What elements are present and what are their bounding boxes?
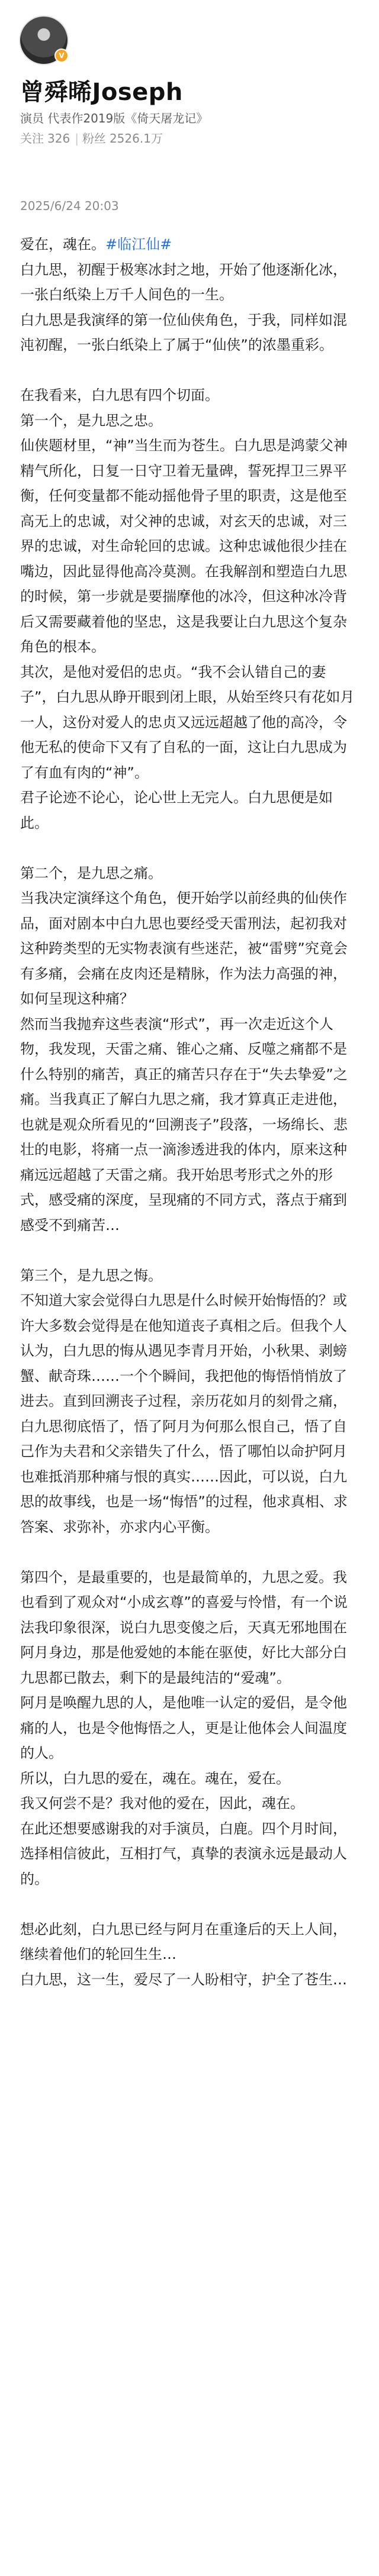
- paragraph-spacer: [20, 358, 359, 383]
- post-opening-text: 爱在，魂在。: [20, 236, 105, 253]
- post-paragraph: 想必此刻，白九思已经与阿月在重逢后的天上人间，继续着他们的轮回生生…: [20, 1920, 347, 1962]
- post-paragraph: 第一个，是九思之忠。: [20, 412, 162, 429]
- post-paragraph: 第三个，是九思之悔。: [20, 1267, 162, 1284]
- post-paragraph: 然而当我抛弃这些表演“形式”，再一次走近这个人物，我发现，天雷之痛、锥心之痛、反噬之痛都不是什么特别的痛苦，真正的痛苦只存在于“失去挚爱”之痛。当我真正了解白九思之痛，我才算真正走进他，也就是观众所看见的“回溯丧子”段落，一场绵长、悲壮的电影，将痛一点一滴渗透进我的体内，原来这种痛远远超越了天雷之痛。我开始思考形式之外的形式，感受痛的深度，呈现痛的不同方式，落点于痛到感受不到痛苦…: [20, 1015, 348, 1234]
- profile-name[interactable]: 曾舜晞Joseph: [20, 79, 183, 106]
- post-paragraph: 在我看来，白九思有四个切面。: [20, 387, 219, 403]
- post-paragraph: 仙侠题材里，“神”当生而为苍生。白九思是鸿蒙父神精气所化，日复一日守卫着无量碑，誓死捍卫三界平衡，任何变量都不能动摇他骨子里的职责，这是他至高无上的忠诚，对父神的忠诚，对玄天的忠诚，对三界的忠诚，对生命轮回的忠诚。这种忠诚他很少挂在嘴边，因此显得他高冷莫测。在我解剖和塑造白九思的时候，第一步就是要揣摩他的冰冷，但这种冰冷背后又需要藏着他的坚忠，这是我要让白九思这个复杂角色的根本。: [20, 437, 348, 655]
- following-label: 关注: [20, 131, 44, 146]
- post-paragraph: 其次，是他对爱侣的忠贞。“我不会认错自己的妻子”，白九思从睁开眼到闭上眼，从始至终只有花如月一人，这份对爱人的忠贞又远远超越了他的高冷，令他无私的使命下又有了自私的一面，这让白九思成为了有血有肉的“神”。: [20, 663, 355, 781]
- post-paragraph: 所以，白九思的爱在，魂在。魂在，爱在。: [20, 1770, 290, 1787]
- post-paragraph: 君子论迹不论心，论心世上无完人。白九思便是如此。: [20, 789, 333, 831]
- paragraph-spacer: [20, 1539, 359, 1565]
- post-paragraph: 第二个，是九思之痛。: [20, 864, 162, 882]
- post-first-line: [20, 232, 359, 257]
- post-timestamp: 2025/6/24 20:03: [20, 199, 119, 213]
- profile-stats: [20, 129, 166, 146]
- post-paragraph: 白九思，这一生，爱尽了一人盼相守，护全了苍生…: [20, 1971, 347, 1988]
- paragraph-spacer: [20, 1891, 359, 1917]
- post-paragraph: 我又何尝不是？我对他的爱在，因此，魂在。: [20, 1795, 304, 1812]
- post-body: [20, 232, 359, 1992]
- followers-count[interactable]: 2526.1万: [109, 131, 163, 146]
- followers-label: 粉丝: [82, 131, 106, 146]
- post-paragraph: 不知道大家会觉得白九思是什么时候开始悔悟的？或许大多数会觉得是在他知道丧子真相之后。但我个人认为，白九思的悔从遇见李青月开始，小秋果、剥螃蟹、献奇珠……一个个瞬间，我把他的悔悟悄悄放了进去。直到回溯丧子过程，亲历花如月的刻骨之痛，白九思彻底悟了，悟了阿月为何那么恨自己，悟了自己作为夫君和父亲错失了什么，悟了哪怕以命护阿月也难抵消那种痛与恨的真实……因此，可以说，白九思的故事线，也是一场“悔悟”的过程，他求真相、求答案、求弥补，亦求内心平衡。: [20, 1292, 348, 1535]
- stats-divider: |: [75, 131, 79, 146]
- paragraph-spacer: [20, 835, 359, 861]
- profile-header: [0, 0, 379, 169]
- verification-text: 演员 代表作2019版《倚天屠龙记》: [20, 111, 208, 125]
- following-count[interactable]: 326: [47, 131, 70, 146]
- post-paragraph: 白九思是我演绎的第一位仙侠角色，于我，同样如混沌初醒，一张白纸染上了属于“仙侠”的浓墨重彩。: [20, 311, 347, 353]
- avatar[interactable]: [20, 17, 68, 64]
- post-paragraph: 阿月是唤醒九思的人，是他唯一认定的爱侣，是令他痛的人，也是令他悔悟之人，更是让他体会人间温度的人。: [20, 1694, 347, 1761]
- post-paragraph: 第四个，是最重要的，也是最简单的，九思之爱。我也看到了观众对“小成玄尊”的喜爱与怜惜，有一个说法我印象很深，说白九思变傻之后，天真无邪地围在阿月身边，那是他爱她的本能在驱使，好比大部分白九思都已散去，剩下的是最纯洁的“爱魂”。: [20, 1568, 348, 1686]
- paragraph-spacer: [20, 1238, 359, 1263]
- post-paragraph: 在此还想要感谢我的对手演员，白鹿。四个月时间，选择相信彼此，互相打气，真挚的表演永远是最动人的。: [20, 1820, 347, 1887]
- post-paragraph: 白九思，初醒于极寒冰封之地，开始了他逐渐化冰，一张白纸染上万千人间色的一生。: [20, 261, 347, 303]
- post-paragraph: 当我决定演绎这个角色，便开始学以前经典的仙侠作品，面对剧本中白九思也要经受天雷刑法，起初我对这种跨类型的无实物表演有些迷茫，被“雷劈”究竟会有多痛，会痛在皮肉还是精脉，作为法力高强的神，如何呈现这种痛？: [20, 890, 348, 1007]
- topic-hashtag-link[interactable]: #临江仙#: [105, 236, 172, 253]
- verified-badge-icon: V: [54, 49, 69, 63]
